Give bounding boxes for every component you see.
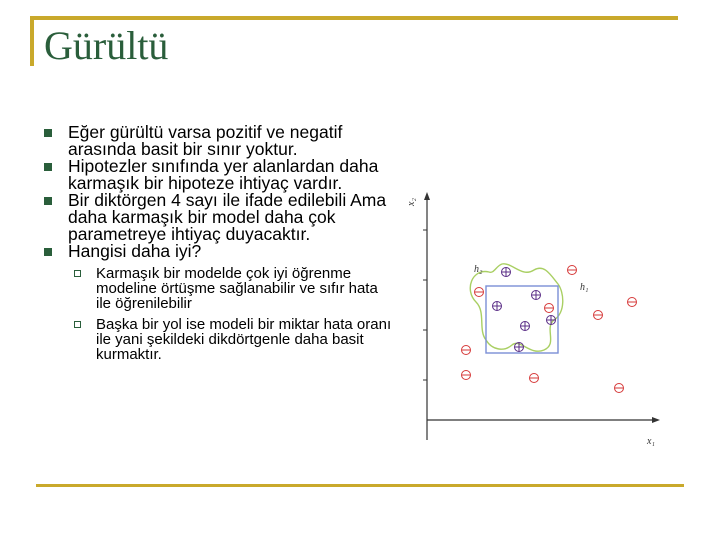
negative-point — [462, 346, 471, 355]
square-bullet-icon — [44, 163, 52, 171]
sub-bullet-text: Başka bir yol ise modeli bir miktar hata oranı ile yani şekildeki dikdörtgenle daha basit kurmaktır. — [96, 316, 392, 363]
sub-bullet-text: Karmaşık bir modelde çok iyi öğrenme modeline örtüşme sağlanabilir ve sıfır hata ile öğrenilebilir — [96, 265, 378, 312]
positive-point — [521, 322, 530, 331]
bullet-list — [44, 124, 394, 362]
positive-point — [493, 302, 502, 311]
negative-point — [530, 374, 539, 383]
negative-point — [628, 298, 637, 307]
slide-title: Gürültü — [44, 23, 169, 68]
square-bullet-icon — [44, 248, 52, 256]
title-accent-horizontal — [30, 16, 678, 20]
bottom-rule — [36, 484, 684, 487]
square-bullet-icon — [44, 129, 52, 137]
x-axis-arrow-icon — [652, 417, 660, 423]
square-bullet-icon — [44, 197, 52, 205]
negative-point — [594, 311, 603, 320]
label-h1: h₁ — [580, 282, 589, 293]
hollow-square-bullet-icon — [74, 321, 81, 328]
negative-point — [615, 384, 624, 393]
negative-point — [545, 304, 554, 313]
x-axis-label: x₁ — [647, 436, 655, 447]
bullet-item — [44, 124, 394, 158]
positive-point — [515, 343, 524, 352]
bullet-text: Hangisi daha iyi? — [68, 241, 202, 261]
y-axis-arrow-icon — [424, 192, 430, 200]
bullet-item — [44, 158, 394, 192]
positive-point — [502, 268, 511, 277]
positive-point — [547, 316, 556, 325]
sub-bullet-item — [44, 317, 394, 362]
sub-bullet-item — [44, 266, 394, 311]
positive-point — [532, 291, 541, 300]
y-axis-label: x₂ — [406, 198, 417, 206]
negative-point — [568, 266, 577, 275]
bullet-item — [44, 243, 394, 260]
hypothesis-figure — [394, 180, 680, 456]
hollow-square-bullet-icon — [74, 270, 81, 277]
bullet-text: Bir diktörgen 4 sayı ile ifade edilebili Ama daha karmaşık bir model daha çok parametreye ihtiyaç duyacaktır. — [68, 190, 387, 244]
negative-point — [475, 288, 484, 297]
bullet-text: Eğer gürültü varsa pozitif ve negatif arasında basit bir sınır yoktur. — [68, 122, 343, 159]
label-h2: h₂ — [474, 264, 483, 275]
bullet-text: Hipotezler sınıfında yer alanlardan daha karmaşık bir hipoteze ihtiyaç vardır. — [68, 156, 379, 193]
bullet-item — [44, 192, 394, 243]
title-accent-vertical — [30, 16, 34, 66]
negative-point — [462, 371, 471, 380]
